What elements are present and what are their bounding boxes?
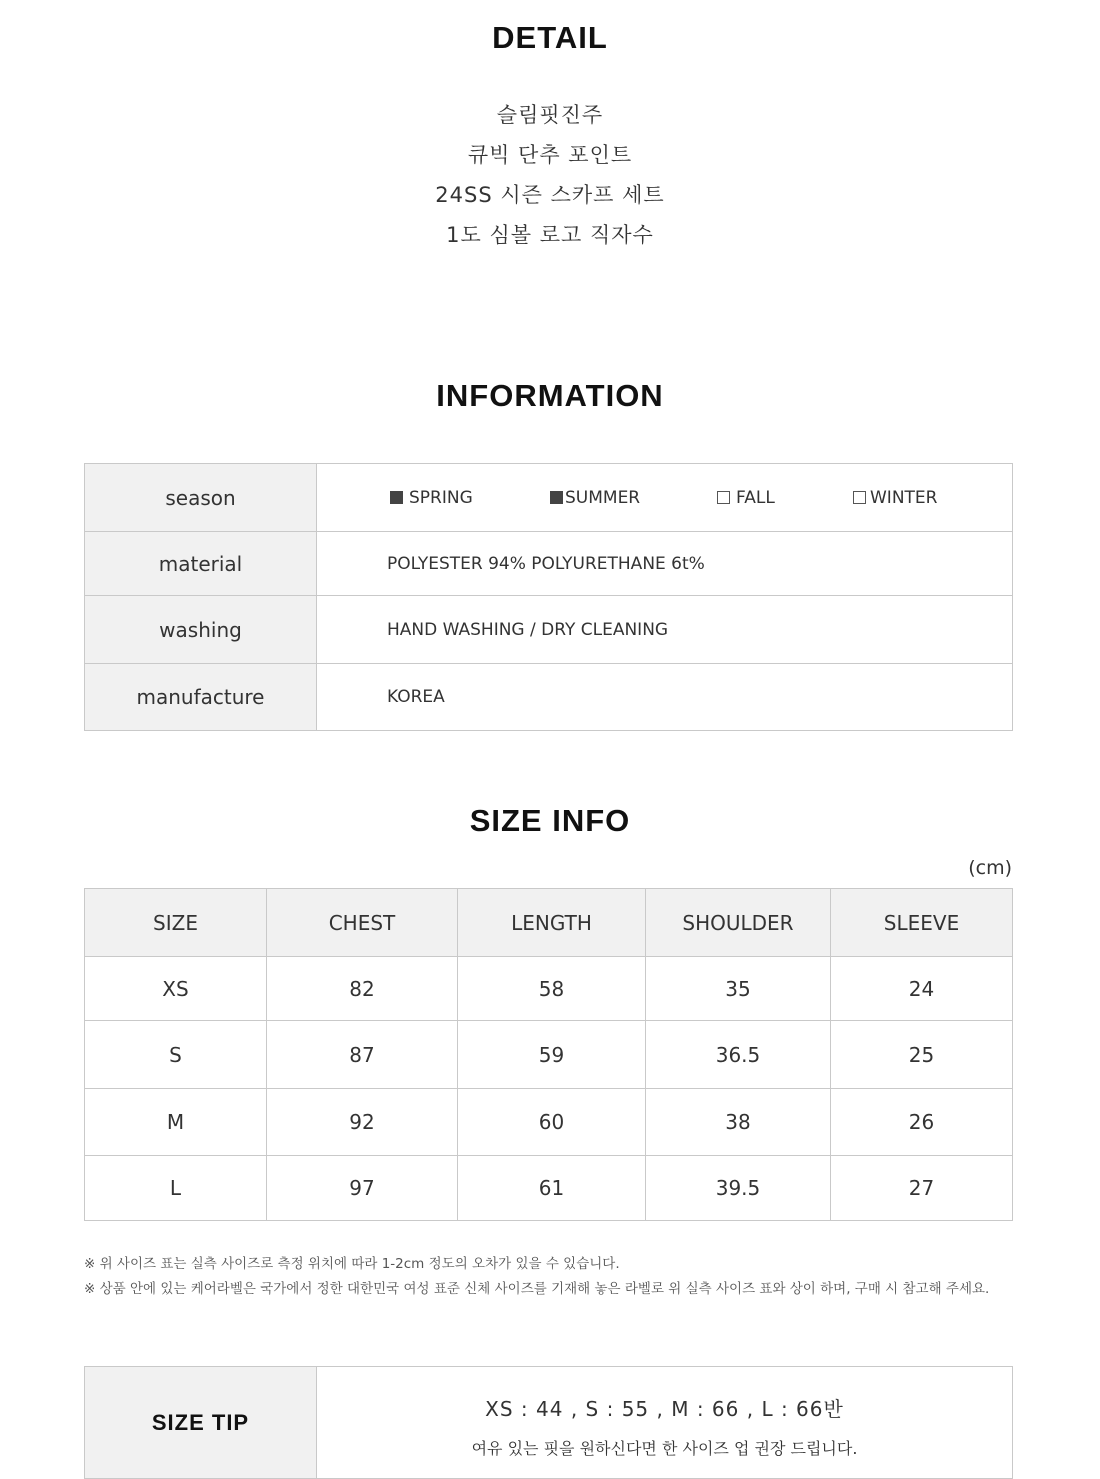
table-row bbox=[85, 1021, 1013, 1089]
cell-chest: 92 bbox=[267, 1089, 458, 1156]
size-note-2: ※ 상품 안에 있는 케어라벨은 국가에서 정한 대한민국 여성 표준 신체 사이즈를 기재해 놓은 라벨로 위 실측 사이즈 표와 상이 하며, 구매 시 참고해 주세요. bbox=[84, 1281, 990, 1297]
cell-size: L bbox=[85, 1156, 267, 1221]
season-option-label: FALL bbox=[736, 487, 775, 508]
material-label: material bbox=[85, 532, 317, 596]
season-option-label: SPRING bbox=[409, 487, 473, 508]
material-value: POLYESTER 94% POLYURETHANE 6t% bbox=[317, 532, 1013, 596]
header-length: LENGTH bbox=[458, 889, 646, 957]
cell-shoulder: 39.5 bbox=[646, 1156, 831, 1221]
season-option-label: SUMMER bbox=[565, 487, 641, 508]
cell-length: 60 bbox=[458, 1089, 646, 1156]
checked-box-icon bbox=[390, 491, 403, 504]
season-row bbox=[85, 464, 1013, 532]
cell-size: M bbox=[85, 1089, 267, 1156]
cell-sleeve: 26 bbox=[831, 1089, 1013, 1156]
cell-chest: 87 bbox=[267, 1021, 458, 1089]
size-table-header bbox=[85, 889, 1013, 957]
detail-line-1: 슬림핏진주 bbox=[496, 103, 604, 127]
header-shoulder: SHOULDER bbox=[646, 889, 831, 957]
detail-title: DETAIL bbox=[492, 20, 608, 55]
size-tip-recommendation: 여유 있는 핏을 원하신다면 한 사이즈 업 권장 드립니다. bbox=[471, 1439, 858, 1458]
cell-shoulder: 36.5 bbox=[646, 1021, 831, 1089]
size-tip-mapping: XS : 44 , S : 55 , M : 66 , L : 66반 bbox=[485, 1397, 844, 1421]
cell-shoulder: 35 bbox=[646, 957, 831, 1021]
information-table bbox=[84, 463, 1013, 731]
season-option-spring bbox=[390, 488, 550, 508]
cell-sleeve: 27 bbox=[831, 1156, 1013, 1221]
season-value bbox=[317, 464, 1013, 532]
size-table bbox=[84, 888, 1013, 1221]
detail-line-3: 24SS 시즌 스카프 세트 bbox=[435, 183, 665, 207]
cell-chest: 97 bbox=[267, 1156, 458, 1221]
header-size: SIZE bbox=[85, 889, 267, 957]
season-option-label: WINTER bbox=[870, 487, 938, 508]
cell-length: 61 bbox=[458, 1156, 646, 1221]
washing-label: washing bbox=[85, 596, 317, 664]
cell-length: 58 bbox=[458, 957, 646, 1021]
size-info-title: SIZE INFO bbox=[469, 803, 631, 838]
cell-chest: 82 bbox=[267, 957, 458, 1021]
detail-line-4: 1도 심볼 로고 직자수 bbox=[446, 223, 654, 247]
season-option-summer bbox=[550, 488, 717, 508]
table-row bbox=[85, 1089, 1013, 1156]
size-tip-label: SIZE TIP bbox=[85, 1367, 317, 1479]
unchecked-box-icon bbox=[853, 491, 866, 504]
detail-line-2: 큐빅 단추 포인트 bbox=[467, 143, 633, 167]
manufacture-row bbox=[85, 664, 1013, 731]
size-tip-value bbox=[317, 1367, 1013, 1479]
unchecked-box-icon bbox=[717, 491, 730, 504]
cell-size: S bbox=[85, 1021, 267, 1089]
material-row bbox=[85, 532, 1013, 596]
size-tip-row bbox=[85, 1367, 1013, 1479]
season-option-fall bbox=[717, 488, 853, 508]
manufacture-value: KOREA bbox=[317, 664, 1013, 731]
season-option-winter bbox=[853, 488, 937, 508]
cell-shoulder: 38 bbox=[646, 1089, 831, 1156]
cell-size: XS bbox=[85, 957, 267, 1021]
season-label: season bbox=[85, 464, 317, 532]
header-sleeve: SLEEVE bbox=[831, 889, 1013, 957]
unit-label: (cm) bbox=[968, 857, 1012, 879]
washing-row bbox=[85, 596, 1013, 664]
cell-sleeve: 24 bbox=[831, 957, 1013, 1021]
cell-length: 59 bbox=[458, 1021, 646, 1089]
cell-sleeve: 25 bbox=[831, 1021, 1013, 1089]
information-title: INFORMATION bbox=[436, 378, 664, 413]
table-row bbox=[85, 1156, 1013, 1221]
size-note-1: ※ 위 사이즈 표는 실측 사이즈로 측정 위치에 따라 1-2cm 정도의 오차가 있을 수 있습니다. bbox=[84, 1256, 620, 1272]
checked-box-icon bbox=[550, 491, 563, 504]
washing-value: HAND WASHING / DRY CLEANING bbox=[317, 596, 1013, 664]
manufacture-label: manufacture bbox=[85, 664, 317, 731]
header-chest: CHEST bbox=[267, 889, 458, 957]
table-row bbox=[85, 957, 1013, 1021]
size-tip-table bbox=[84, 1366, 1013, 1479]
